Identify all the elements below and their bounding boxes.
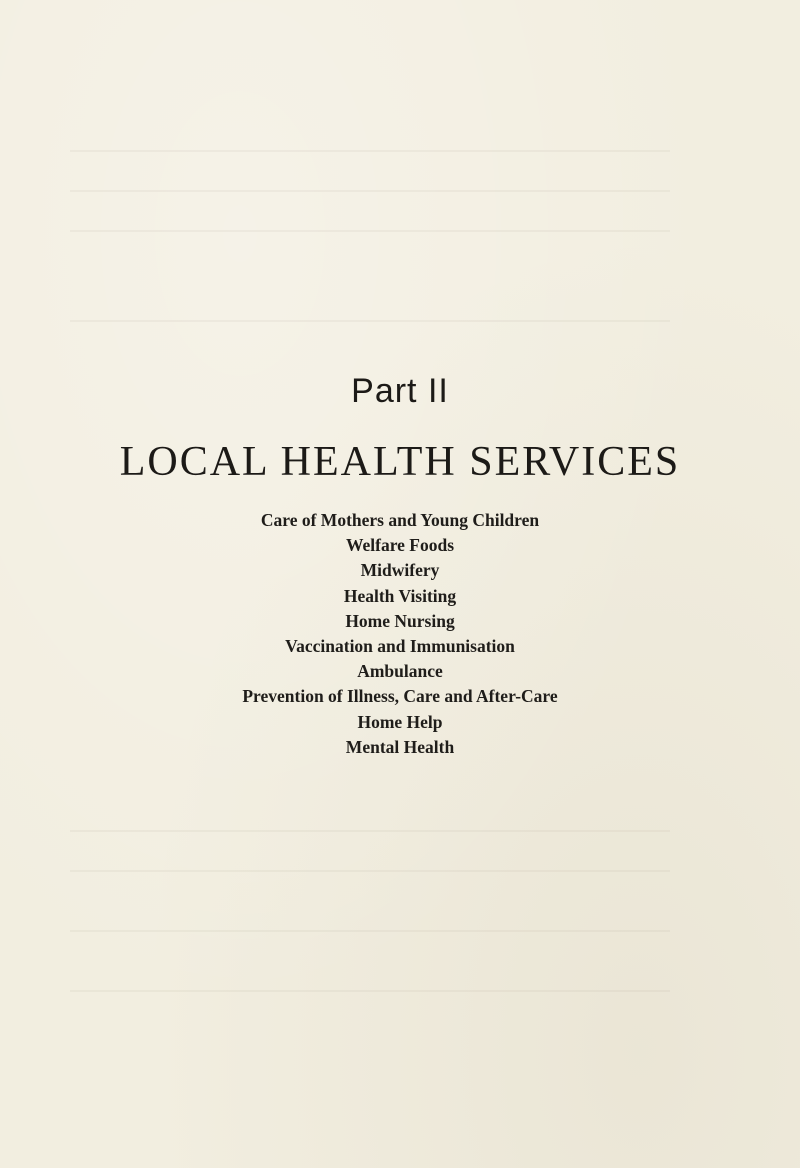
service-item: Mental Health [345,736,455,757]
service-item: Care of Mothers and Young Children [260,510,540,530]
bleed-through-line [70,870,670,872]
service-item: Health Visiting [343,585,457,606]
part-heading: Part II [351,372,449,410]
service-item: Welfare Foods [345,535,455,556]
service-item: Prevention of Illness, Care and After-Care [242,686,558,707]
section-title: LOCAL HEALTH SERVICES [119,439,681,485]
bleed-through-line [70,830,670,832]
bleed-through-line [70,150,670,152]
bleed-through-line [70,320,670,322]
service-item: Home Help [357,711,443,732]
bleed-through-line [70,230,670,232]
bleed-through-line [70,190,670,192]
service-item: Midwifery [360,560,440,581]
service-item: Home Nursing [345,610,455,631]
services-list [0,508,800,760]
bleed-through-line [70,930,670,932]
service-item: Ambulance [357,661,443,682]
service-item: Vaccination and Immunisation [285,635,515,656]
bleed-through-line [70,990,670,992]
